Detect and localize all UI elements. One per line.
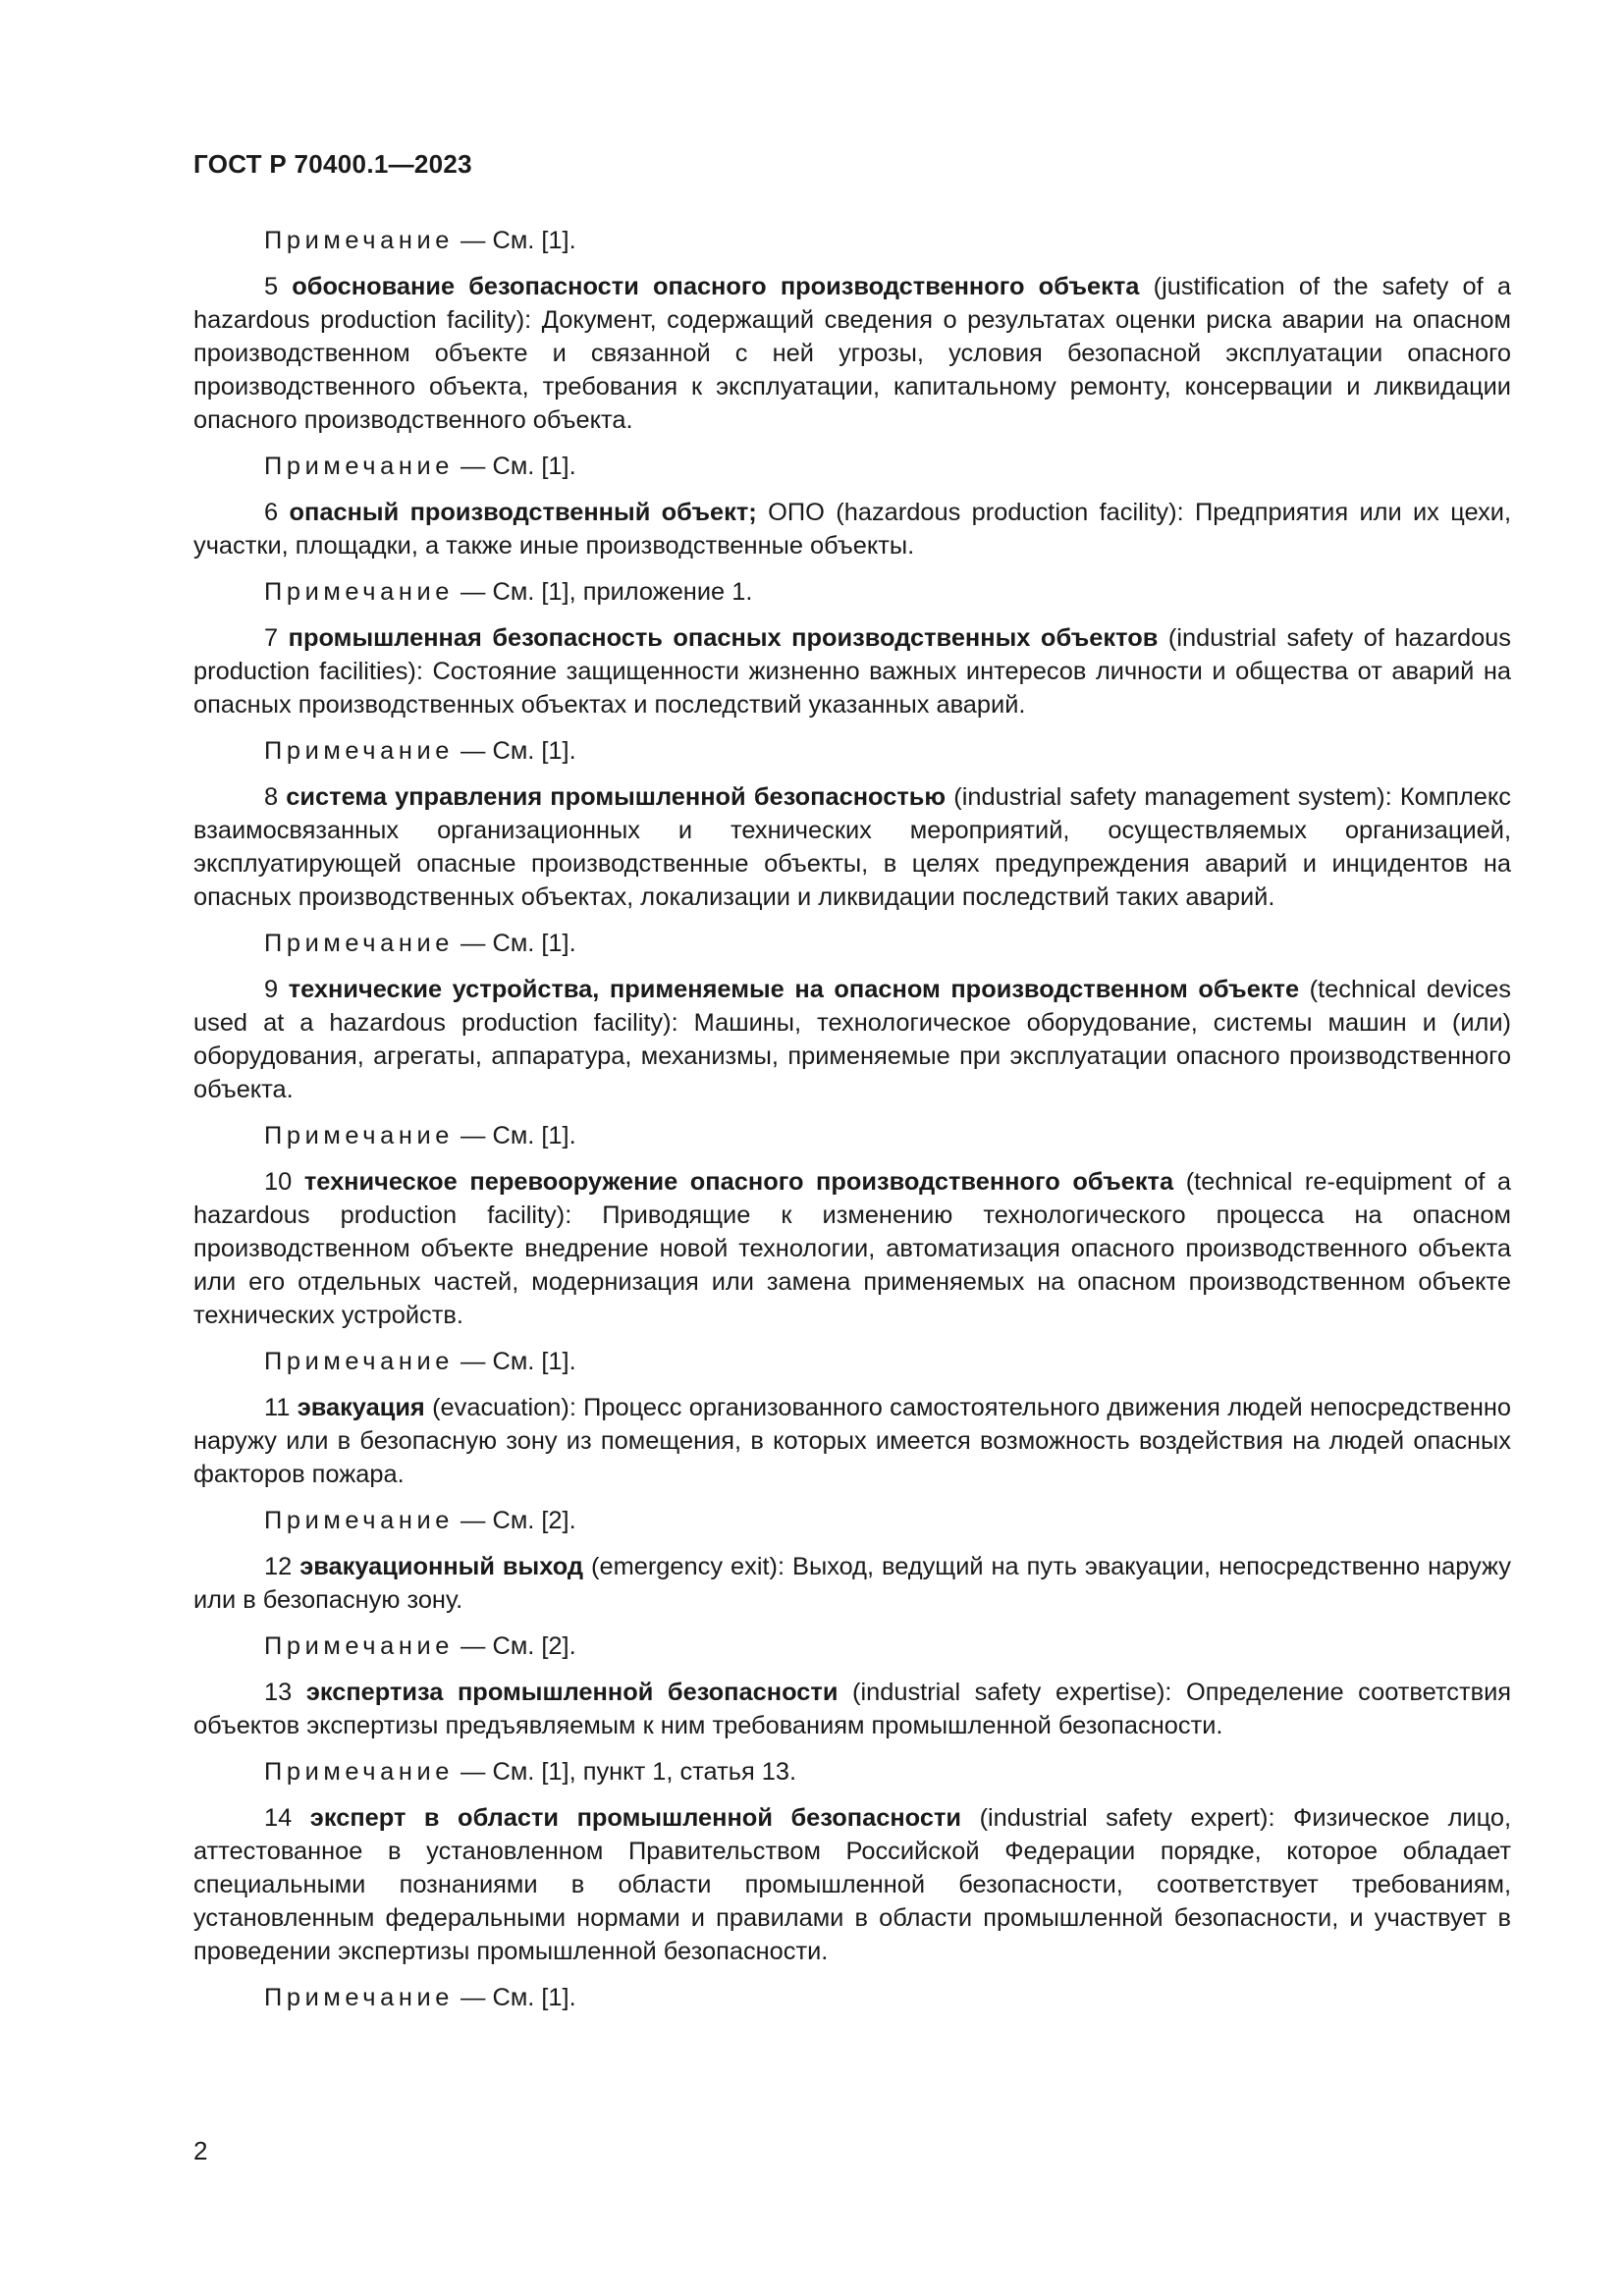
note-label: Примечание xyxy=(264,737,454,765)
term-number: 11 xyxy=(264,1394,291,1421)
note-paragraph xyxy=(264,1629,1511,1663)
term-number: 7 xyxy=(264,624,279,652)
note-text: — См. [2]. xyxy=(460,1632,576,1660)
term-definition xyxy=(193,1165,1511,1332)
term-title: система управления промышленной безопасностью xyxy=(286,783,947,811)
term-number: 9 xyxy=(264,976,279,1003)
term-definition xyxy=(193,621,1511,721)
note-paragraph xyxy=(264,1981,1511,2014)
term-definition xyxy=(193,973,1511,1106)
term-definition xyxy=(193,1801,1511,1968)
term-text: (evacuation): Процесс организованного самостоятельного движения людей непосредственно наружу или в безопасную зону из помещения, в которых имеется возможность воздействия на людей опасных факторов пожара. xyxy=(193,1394,1512,1488)
note-text: — См. [1], приложение 1. xyxy=(460,578,753,606)
term-text: (technical re-equipment of a hazardous production facility): Приводящие к изменению технологического процесса на опасном производственном объекте внедрение новой технологии, автоматизация опасного производственного объекта или его отдельных частей, модернизация или замена применяемых на опасном производственном объекте технических устройств. xyxy=(193,1168,1512,1329)
term-text: (justification of the safety of a hazardous production facility): Документ, содержащий сведения о результатах оценки риска аварии на опасном производственном объекте и связанной с ней угрозы, условия безопасной эксплуатации опасного производственного объекта, требования к эксплуатации, капитальному ремонту, консервации и ликвидации опасного производственного объекта. xyxy=(193,273,1511,434)
term-number: 14 xyxy=(264,1804,293,1832)
note-label: Примечание xyxy=(264,453,454,480)
term-definition xyxy=(193,780,1511,914)
note-text: — См. [1]. xyxy=(460,227,576,254)
note-text: — См. [1]. xyxy=(460,930,576,957)
term-title: эвакуация xyxy=(297,1394,425,1421)
note-paragraph xyxy=(264,575,1511,609)
term-number: 5 xyxy=(264,273,279,300)
term-title: экспертиза промышленной безопасности xyxy=(305,1679,839,1706)
term-title: эксперт в области промышленной безопасности xyxy=(309,1804,962,1832)
note-text: — См. [1]. xyxy=(460,1984,576,2011)
note-paragraph xyxy=(264,927,1511,960)
term-title: технические устройства, применяемые на опасном производственном объекте xyxy=(288,976,1300,1003)
term-number: 12 xyxy=(264,1553,293,1580)
note-paragraph xyxy=(264,1755,1511,1789)
note-label: Примечание xyxy=(264,578,454,606)
term-number: 8 xyxy=(264,783,279,811)
note-paragraph xyxy=(264,450,1511,483)
term-text: (industrial safety expertise): Определение соответствия объектов экспертизы предъявляемым к ним требованиям промышленной безопасности. xyxy=(193,1679,1511,1739)
term-text: (industrial safety management system): Комплекс взаимосвязанных организационных и технических мероприятий, осуществляемых организацией, эксплуатирующей опасные производственные объекты, в целях предупреждения аварий и инцидентов на опасных производственных объектах, локализации и ликвидации последствий таких аварий. xyxy=(193,783,1511,911)
note-paragraph xyxy=(264,224,1511,257)
note-paragraph xyxy=(264,1345,1511,1378)
term-number: 13 xyxy=(264,1679,293,1706)
term-text: (technical devices used at a hazardous production facility): Машины, технологическое оборудование, системы машин и (или) оборудования, агрегаты, аппаратура, механизмы, применяемые при эксплуатации опасного производственного объекта. xyxy=(193,976,1511,1103)
page-number: 2 xyxy=(193,2136,208,2165)
term-text: (industrial safety expert): Физическое лицо, аттестованное в установленном Правительством Российской Федерации порядке, которое обладает специальными познаниями в области промышленной безопасности, соответствует требованиям, установленным федеральными нормами и правилами в области промышленной безопасности, и участвует в проведении экспертизы промышленной безопасности. xyxy=(193,1804,1512,1965)
term-title: эвакуационный выход xyxy=(299,1553,584,1580)
term-title: обоснование безопасности опасного производственного объекта xyxy=(292,273,1140,300)
term-definition xyxy=(193,496,1511,562)
term-definition xyxy=(193,1676,1511,1742)
term-title: опасный производственный объект; xyxy=(289,499,757,526)
term-number: 6 xyxy=(264,499,279,526)
note-text: — См. [1]. xyxy=(460,737,576,765)
term-definition xyxy=(193,270,1511,437)
note-label: Примечание xyxy=(264,1348,454,1375)
note-text: — См. [1]. xyxy=(460,1348,576,1375)
note-text: — См. [1], пункт 1, статья 13. xyxy=(460,1758,797,1786)
note-text: — См. [1]. xyxy=(460,453,576,480)
note-label: Примечание xyxy=(264,227,454,254)
note-label: Примечание xyxy=(264,1507,454,1534)
term-definition xyxy=(193,1391,1511,1491)
note-label: Примечание xyxy=(264,1984,454,2011)
note-text: — См. [1]. xyxy=(460,1122,576,1149)
note-paragraph xyxy=(264,1504,1511,1537)
note-label: Примечание xyxy=(264,1122,454,1149)
document-header: ГОСТ Р 70400.1—2023 xyxy=(193,149,472,179)
note-label: Примечание xyxy=(264,1758,454,1786)
term-definition xyxy=(193,1550,1511,1617)
term-text: (industrial safety of hazardous production facilities): Состояние защищенности жизненно важных интересов личности и общества от аварий на опасных производственных объектах и последствий указанных аварий. xyxy=(193,624,1512,719)
term-number: 10 xyxy=(264,1168,293,1196)
term-title: техническое перевооружение опасного производственного объекта xyxy=(303,1168,1174,1196)
term-title: промышленная безопасность опасных производственных объектов xyxy=(288,624,1159,652)
term-text: (emergency exit): Выход, ведущий на путь эвакуации, непосредственно наружу или в безопасную зону. xyxy=(193,1553,1511,1614)
note-text: — См. [2]. xyxy=(460,1507,576,1534)
term-text: ОПО (hazardous production facility): Предприятия или их цехи, участки, площадки, а также иные производственные объекты. xyxy=(193,499,1511,560)
note-label: Примечание xyxy=(264,930,454,957)
note-paragraph xyxy=(264,1119,1511,1152)
note-paragraph xyxy=(264,734,1511,768)
document-body xyxy=(193,224,1511,2027)
note-label: Примечание xyxy=(264,1632,454,1660)
